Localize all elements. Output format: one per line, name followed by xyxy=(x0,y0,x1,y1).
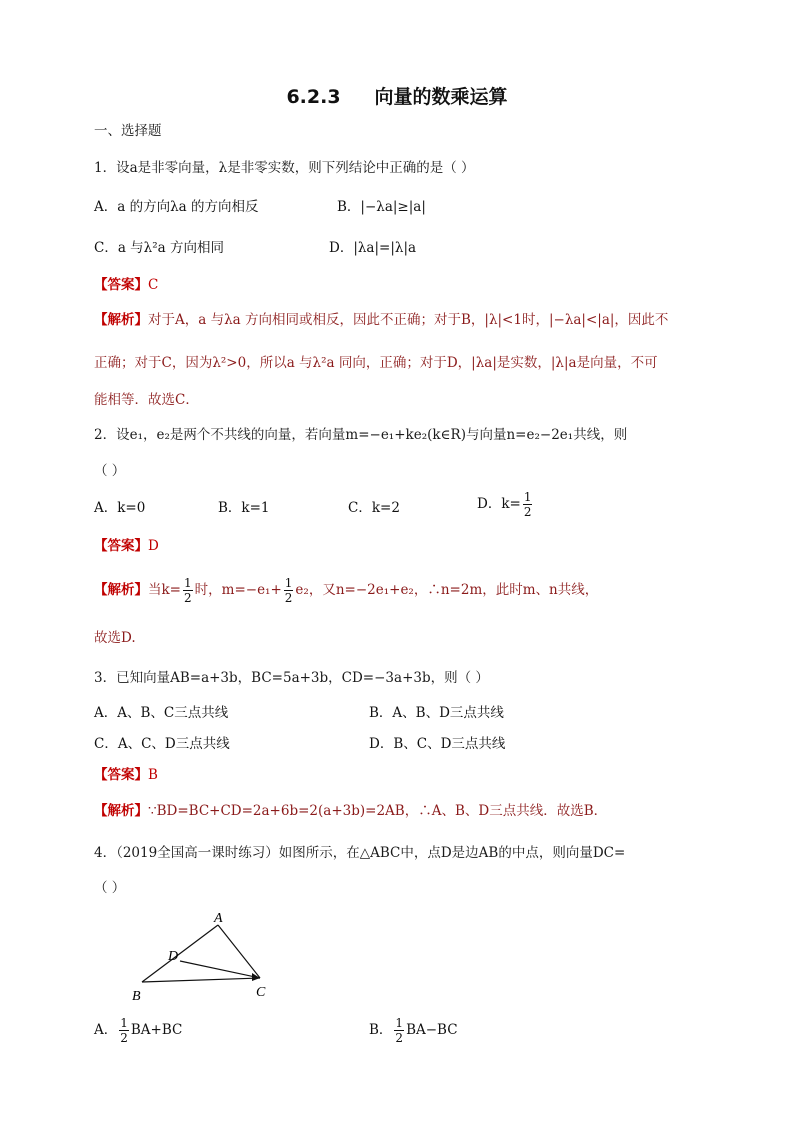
fraction-numerator: 1 xyxy=(284,576,293,590)
q3-explanation xyxy=(94,801,607,821)
q2-answer-value: D xyxy=(148,538,159,554)
answer-tag: 【答案】 xyxy=(94,767,148,783)
q4-option-b-fraction xyxy=(394,1016,404,1045)
q4-option-a-prefix: A． xyxy=(94,1022,118,1038)
q3-stem: 3．已知向量AB=a+3b，BC=5a+3b，CD=−3a+3b，则（ ） xyxy=(94,670,489,686)
fraction-denominator: 2 xyxy=(184,591,192,605)
q1-stem: 1．设a是非零向量，λ是非零实数，则下列结论中正确的是（ ） xyxy=(94,160,475,176)
q1-explanation-line-3: 能相等．故选C． xyxy=(94,392,199,408)
q1-answer-value: C xyxy=(148,277,159,293)
q2-option-c: C．k=2 xyxy=(348,500,400,516)
q2-exp-fraction-2 xyxy=(284,576,294,605)
answer-tag: 【答案】 xyxy=(94,277,148,293)
fraction-numerator: 1 xyxy=(395,1016,404,1030)
label-a: A xyxy=(214,911,223,926)
q1-explanation-text-1: 对于A，a 与λa 方向相同或相反，因此不正确；对于B，|λ|<1时，|−λa|<|a|，因此不 xyxy=(148,312,669,328)
q2-option-d-fraction xyxy=(523,490,533,519)
analysis-tag: 【解析】 xyxy=(94,312,148,328)
q2-exp-fraction-1 xyxy=(183,576,193,605)
q4-option-b xyxy=(369,1016,458,1045)
fraction-denominator: 2 xyxy=(284,591,293,605)
q1-option-a: A．a 的方向λa 的方向相反 xyxy=(94,199,259,215)
q2-stem: 2．设e₁，e₂是两个不共线的向量，若向量m=−e₁+ke₂(k∈R)与向量n=e₂−2e₁共线，则 xyxy=(94,427,628,443)
q3-option-d: D．B、C、D三点共线 xyxy=(369,736,506,752)
q3-answer-value: B xyxy=(148,767,158,783)
side-ba xyxy=(142,925,218,982)
q2-exp-part-c: e₂，又n=−2e₁+e₂，∴n=2m，此时m、n共线， xyxy=(295,582,599,598)
analysis-tag: 【解析】 xyxy=(94,803,148,819)
q2-answer xyxy=(94,536,159,556)
label-d: D xyxy=(168,949,179,964)
label-c: C xyxy=(256,985,266,1000)
q2-option-b: B．k=1 xyxy=(218,500,270,516)
q2-option-a: A．k=0 xyxy=(94,500,146,516)
q1-option-c: C．a 与λ²a 方向相同 xyxy=(94,240,224,256)
side-bc xyxy=(142,978,260,982)
q3-answer xyxy=(94,765,158,785)
q4-option-b-expression: BA−BC xyxy=(406,1022,458,1038)
page-title xyxy=(0,82,794,109)
q4-option-b-prefix: B． xyxy=(369,1022,393,1038)
fraction-denominator: 2 xyxy=(120,1031,128,1045)
q1-answer xyxy=(94,275,158,295)
q2-explanation-line-1 xyxy=(94,576,598,605)
q4-stem: 4．（2019全国高一课时练习）如图所示，在△ABC中，点D是边AB的中点，则向量DC= xyxy=(94,845,626,861)
q2-option-d-prefix: D．k= xyxy=(477,496,521,512)
triangle-figure xyxy=(128,910,278,1002)
q3-option-c: C．A、C、D三点共线 xyxy=(94,736,230,752)
q2-option-d xyxy=(477,490,534,519)
section-heading: 一、选择题 xyxy=(94,123,162,139)
title-text: 向量的数乘运算 xyxy=(374,86,508,108)
q2-exp-part-a: 当k= xyxy=(148,582,181,598)
q3-explanation-text: ∵BD=BC+CD=2a+6b=2(a+3b)=2AB，∴A、B、D三点共线．故选B． xyxy=(148,803,608,819)
q4-stem-cont: （ ） xyxy=(94,880,126,896)
q3-option-a: A．A、B、C三点共线 xyxy=(94,705,229,721)
q1-explanation-line-1 xyxy=(94,310,668,330)
fraction-denominator: 2 xyxy=(523,505,532,519)
q2-stem-cont: （ ） xyxy=(94,463,126,479)
q1-explanation-line-2: 正确；对于C，因为λ²>0，所以a 与λ²a 同向，正确；对于D，|λa|是实数，|λ|a是向量，不可 xyxy=(94,355,658,371)
q3-option-b: B．A、B、D三点共线 xyxy=(369,705,504,721)
fraction-numerator: 1 xyxy=(184,576,192,590)
analysis-tag: 【解析】 xyxy=(94,582,148,598)
q4-option-a-fraction xyxy=(119,1016,129,1045)
q2-explanation-line-2: 故选D. xyxy=(94,630,136,646)
answer-tag: 【答案】 xyxy=(94,538,148,554)
q1-option-d: D．|λa|=|λ|a xyxy=(329,240,417,256)
fraction-numerator: 1 xyxy=(523,490,532,504)
fraction-denominator: 2 xyxy=(395,1031,404,1045)
fraction-numerator: 1 xyxy=(120,1016,128,1030)
q4-option-a xyxy=(94,1016,182,1045)
q4-option-a-expression: BA+BC xyxy=(130,1022,183,1038)
title-number: 6.2.3 xyxy=(286,86,341,108)
q1-option-b: B．|−λa|≥|a| xyxy=(337,199,426,215)
q2-exp-part-b: 时，m=−e₁+ xyxy=(194,582,282,598)
label-b: B xyxy=(132,989,141,1002)
